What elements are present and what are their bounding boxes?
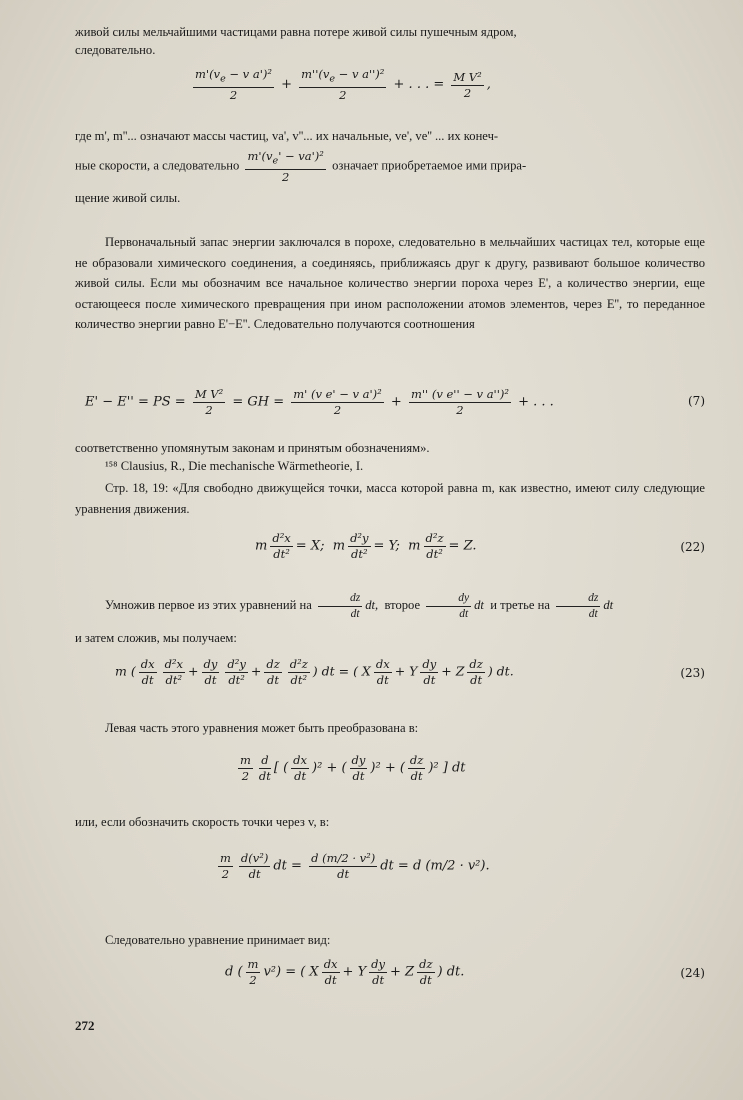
text-after-7: соответственно упомянутым законам и принятым обозначениям».	[75, 441, 430, 455]
page-number: 272	[75, 1018, 95, 1033]
where-part-b: означает приобретаемое ими прира-	[332, 158, 527, 173]
footnote-ref: ¹⁵⁸ Clausius, R., Die mechanische Wärmetheorie, I.	[105, 459, 364, 473]
equation-transformed: $\frac{m}{2}$ $\frac{d}{dt}$ [ ( $\frac{dx}{dt}$ )² + ( $\frac{dy}{dt}$ )² + ( $\frac{dz}{dt}$ )² ] dt	[240, 753, 466, 783]
text-where: где m', m''... означают массы частиц, va', v''... их начальные, ve', ve'' ... их конеч-	[75, 129, 499, 143]
equation-number-23: (23)	[680, 666, 705, 680]
text-left-side: Левая часть этого уравнения может быть преобразована в:	[105, 721, 419, 735]
text-thus: Следовательно уравнение принимает вид:	[105, 933, 331, 947]
equation-22: m $\frac{\text{d²x}}{\text{dt²}}$ = X; m $\frac{\text{d²y}}{\text{dt²}}$ = Y; m $\frac{\text{d²z}}{\text{dt²}}$ = Z. (22)	[255, 531, 705, 561]
multiply-part-a: Умножив первое из этих уравнений на	[105, 597, 312, 612]
paragraph-energy: Первоначальный запас энергии заключался в порохе, следовательно в мельчайших частицах тел, которые еще не образовали химического соединения, а соединяясь, приближаясь друг к другу, развивают большое количество живой силы. Если мы обозначим все начальное количество энергии пороха через E', а количество энергии, еще остающееся после химического превращения при ином расположении атомов элементов, через E'', то переданное количество энергии равно E'−E''. Следовательно получаются соотношения	[75, 235, 705, 331]
text-where-2	[75, 148, 705, 188]
fraction-dz-dt-2: $\frac{dz}{dt}$	[556, 590, 600, 622]
text-line-2: следовательно.	[75, 43, 156, 57]
equation-velocity: $\frac{m}{2}$ $\frac{\text{d(v²)}}{dt}$ dt = $\frac{\text{d (m/2 · v²)}}{dt}$ dt = d (m/2 · v²).	[220, 851, 490, 881]
equation-24: d ( $\frac{m}{2}$ v²) = ( X $\frac{dx}{dt}$ + Y $\frac{dy}{dt}$ + Z $\frac{dz}{dt}$ ) dt. (24)	[225, 957, 705, 987]
equation-number-22: (22)	[680, 540, 705, 554]
equation-23: m ( $\frac{dx}{dt}$ $\frac{\text{d²x}}{\text{dt²}}$ + $\frac{dy}{dt}$ $\frac{\text{d²y}}{\text{dt²}}$ + $\frac{dz}{dt}$ $\frac{\text{d²z}}{\text{dt²}}$ ) dt = ( X $\frac{dx}{dt}$ + Y $\frac{dy}{dt}$ + Z $\frac{dz}{dt}$ ) dt. (23)	[115, 657, 705, 687]
multiply-part-c: и третье на	[490, 597, 550, 612]
text-where-3: щение живой силы.	[75, 191, 181, 205]
multiply-part-b: второе	[384, 597, 421, 612]
equation-energy-sum: $\frac{m'(v_e - v a')^2}{2}$ + $\frac{m''(v_e - v a'')^2}{2}$ + . . . = $\frac{\text{M V²}}{2}$ ,	[195, 67, 491, 103]
equation-number-24: (24)	[680, 966, 705, 980]
fraction-increment: $\frac{m'(v_e' - va')^2}{2}$	[247, 149, 324, 185]
equation-number-7: (7)	[688, 394, 705, 408]
text-line-1: живой силы мельчайшими частицами равна потере живой силы пушечным ядром,	[75, 25, 517, 39]
fraction-dz-dt: $\frac{dz}{dt}$	[318, 590, 362, 622]
where-part-a: ные скорости, а следовательно	[75, 158, 240, 173]
equation-7: E' − E'' = PS = $\frac{\text{M V²}}{2}$ = GH = $\frac{\text{m' (v e' − v a')²}}{2}$ + $\frac{\text{m'' (v e'' − v a'')²}}{2}$ + . . . (7)	[85, 387, 705, 417]
fraction-dy-dt: $\frac{dy}{dt}$	[426, 590, 471, 622]
text-multiply-2: и затем сложив, мы получаем:	[75, 631, 237, 645]
text-str: Стр. 18, 19: «Для свободно движущейся точки, масса которой равна m, как известно, имеют силу следующие уравнения движения.	[75, 481, 705, 516]
text-multiply: Умножив первое из этих уравнений на $\frac{dz}{dt}$ dt, второе $\frac{dy}{dt}$ dt и третье на $\frac{dz}{dt}$ dt	[105, 592, 614, 620]
text-or: или, если обозначить скорость точки через v, в:	[75, 815, 330, 829]
